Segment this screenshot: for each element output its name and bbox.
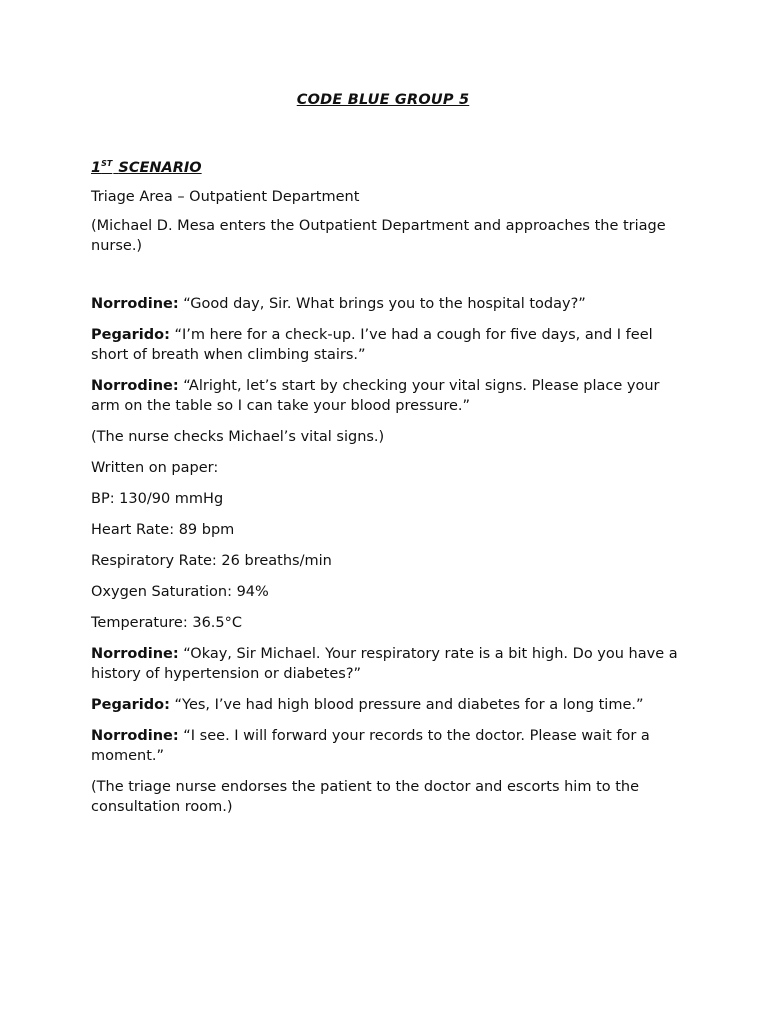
vitals-stage-direction: (The nurse checks Michael’s vital signs.) — [91, 429, 385, 445]
speaker-name: Norrodine: — [91, 646, 179, 662]
dialogue-line — [91, 325, 681, 365]
vital-heart-rate: Heart Rate: 89 bpm — [91, 522, 235, 538]
speaker-name: Norrodine: — [91, 728, 179, 744]
vital-respiratory-rate: Respiratory Rate: 26 breaths/min — [91, 553, 332, 569]
speaker-name: Pegarido: — [91, 327, 170, 343]
scenario-label: SCENARIO — [118, 160, 202, 176]
dialogue-line — [91, 726, 681, 766]
written-on-paper-label: Written on paper: — [91, 460, 219, 476]
dialogue-text: “Alright, let’s start by checking your vital signs. Please place your arm on the table so I can take your blood pressure.” — [91, 378, 660, 414]
vital-temperature: Temperature: 36.5°C — [91, 615, 243, 631]
speaker-name: Norrodine: — [91, 378, 179, 394]
closing-stage-direction: (The triage nurse endorses the patient to the doctor and escorts him to the consultation room.) — [91, 779, 640, 815]
scenario-number: 1 — [91, 160, 102, 176]
scenario-heading — [91, 154, 681, 176]
dialogue-line — [91, 376, 681, 416]
dialogue-text: “Okay, Sir Michael. Your respiratory rate is a bit high. Do you have a history of hypertension or diabetes?” — [91, 646, 678, 682]
vital-bp: BP: 130/90 mmHg — [91, 491, 224, 507]
setting-line: Triage Area – Outpatient Department — [91, 189, 360, 205]
document-body — [91, 154, 681, 828]
dialogue-text: “I’m here for a check-up. I’ve had a cough for five days, and I feel short of breath when climbing stairs.” — [91, 327, 653, 363]
speaker-name: Norrodine: — [91, 296, 179, 312]
document-title: CODE BLUE GROUP 5 — [296, 92, 470, 108]
opening-stage-direction: (Michael D. Mesa enters the Outpatient Department and approaches the triage nurse.) — [91, 218, 666, 254]
dialogue-text: “Yes, I’ve had high blood pressure and diabetes for a long time.” — [174, 697, 644, 713]
dialogue-text: “I see. I will forward your records to the doctor. Please wait for a moment.” — [91, 728, 650, 764]
speaker-name: Pegarido: — [91, 697, 170, 713]
dialogue-line — [91, 294, 681, 314]
dialogue-line — [91, 695, 681, 715]
dialogue-line — [91, 644, 681, 684]
dialogue-text: “Good day, Sir. What brings you to the hospital today?” — [183, 296, 586, 312]
vital-oxygen-saturation: Oxygen Saturation: 94% — [91, 584, 269, 600]
scenario-ordinal-suffix: ST — [101, 159, 113, 168]
